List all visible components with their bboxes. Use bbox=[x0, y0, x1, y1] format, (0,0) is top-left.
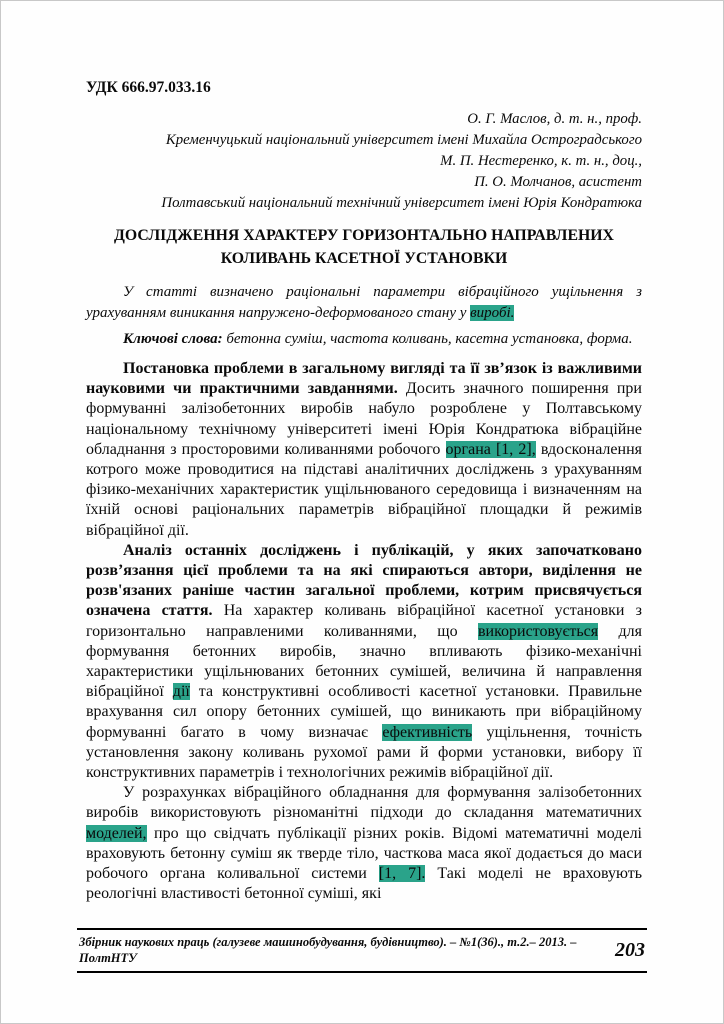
highlighted-text: використовується bbox=[477, 622, 599, 640]
highlighted-text: [1, 7]. bbox=[378, 865, 426, 883]
text-run: У розрахунках вібраційного обладнання для формування залізобетонних виробів використовують різноманітні підходи до складання математичних bbox=[86, 784, 642, 822]
journal-reference: Збірник наукових праць (галузеве машинобудування, будівництво). – №1(36)., т.2.– 2013. – ПолтНТУ bbox=[79, 935, 577, 965]
author-affiliation: Кременчуцький національний університет імені Михайла Остроградського bbox=[165, 132, 642, 148]
highlighted-text: моделей, bbox=[86, 824, 147, 842]
text-run: про що свідчать публікації різних років. Відомі математичні моделі враховують бетонну суміш як тверде тіло, часткова маса якої додається до маси робочого органа коливальної системи bbox=[86, 824, 642, 883]
author-affiliation: Полтавський національний технічний університет імені Юрія Кондратюка bbox=[161, 195, 642, 211]
keywords-line bbox=[86, 329, 642, 349]
highlighted-text: органа [1, 2], bbox=[445, 440, 536, 458]
text-run: Ключові слова: bbox=[123, 331, 227, 347]
text-run: бетонна суміш, частота коливань, касетна установка, форма. bbox=[226, 331, 633, 347]
article-title bbox=[86, 224, 642, 270]
body-paragraph-3 bbox=[86, 783, 642, 904]
body-paragraph-1 bbox=[86, 359, 642, 541]
highlighted-text: виробі. bbox=[470, 304, 515, 321]
text-run: Досить значного поширення при формуванні залізобетонних виробів набуло розроблене у Полтавському національному технічному університеті імені Юрія Кондратюка вібраційне обладнання з просторовими коливаннями робочого bbox=[86, 380, 642, 458]
text-run: ущільнення, точність установлення закону коливань рухомої рами й форми установки, вибору її конструктивних параметрів і технологічних режимів вібраційної дії. bbox=[86, 723, 642, 782]
abstract-text bbox=[86, 282, 642, 323]
text-run: Аналіз останніх досліджень і публікацій, у яких започатковано розв’язання цієї проблеми та на які спираються автори, виділення не розв'язаних раніше частин загальної проблеми, котрим присвячується означена стаття. bbox=[86, 541, 642, 620]
article-title-line-2: КОЛИВАНЬ КАСЕТНОЇ УСТАНОВКИ bbox=[220, 250, 508, 267]
udc-code: УДК 666.97.033.16 bbox=[86, 79, 211, 96]
highlighted-text: ефективність bbox=[382, 723, 473, 741]
text-run: Такі моделі не враховують реологічні властивості бетонної суміші, які bbox=[86, 865, 642, 903]
author-line: О. Г. Маслов, д. т. н., проф. bbox=[467, 111, 642, 127]
text-run: На характер коливань вібраційної касетної установки з горизонтально направленими коливаннями, що bbox=[86, 602, 642, 640]
highlighted-text: дії bbox=[172, 683, 190, 701]
page-footer bbox=[77, 928, 647, 973]
text-run: вдосконалення котрого може проводитися на підставі аналітичних досліджень з урахуванням фізико-механічних характеристик ущільнюваного середовища і визначенням на їхній основі раціональних параметрів вібраційної площадки й режимів вібраційної дії. bbox=[86, 440, 642, 539]
author-line: М. П. Нестеренко, к. т. н., доц., bbox=[440, 153, 642, 169]
page-number: 203 bbox=[615, 938, 645, 961]
author-line: П. О. Молчанов, асистент bbox=[474, 174, 642, 190]
page-content bbox=[86, 79, 642, 904]
text-run: У статті визначено раціональні параметри вібраційного ущільнення з урахуванням виникання напружено-деформованого стану у bbox=[86, 284, 642, 321]
body-paragraph-2 bbox=[86, 541, 642, 783]
article-title-line-1: ДОСЛІДЖЕННЯ ХАРАКТЕРУ ГОРИЗОНТАЛЬНО НАПРАВЛЕНИХ bbox=[114, 227, 614, 244]
text-run: та конструктивні особливості касетної установки. Правильне врахування сил опору бетонних сумішей, що виникають при вібраційному формуванні багато в чому визначає bbox=[86, 683, 642, 741]
author-block bbox=[86, 109, 642, 214]
text-run: для формування бетонних виробів, значно впливають фізико-механічні характеристики ущільнюваних бетонних сумішей, величина й направлення вібраційної bbox=[86, 622, 643, 701]
text-run: Постановка проблеми в загальному вигляді та її зв’язок із важливими науковими чи практичними завданнями. bbox=[86, 360, 642, 398]
